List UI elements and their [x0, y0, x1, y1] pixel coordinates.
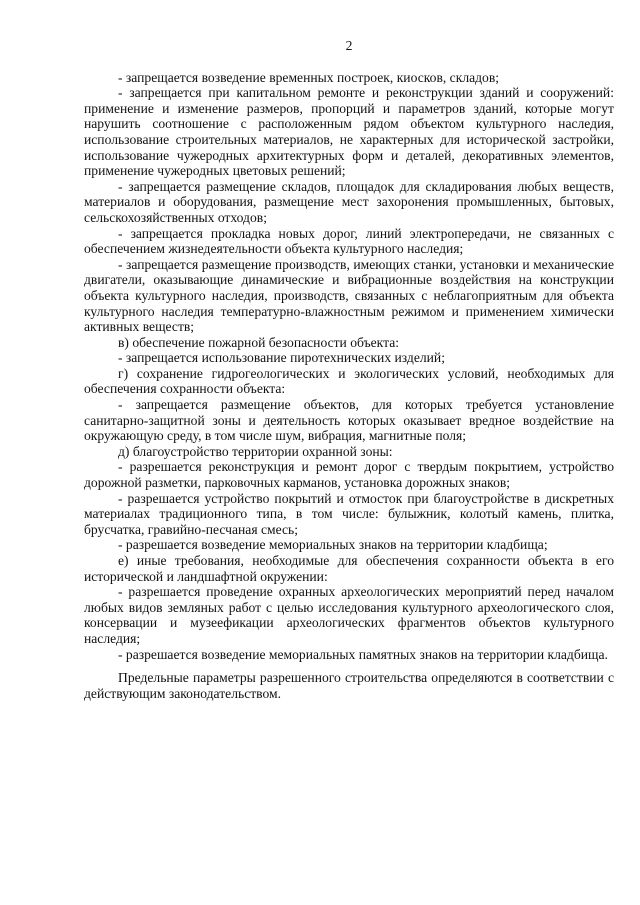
paragraph: - разрешается реконструкция и ремонт дорог с твердым покрытием, устройство дорожной разметки, парковочных карманов, установка дорожных знаков; [84, 459, 614, 491]
paragraph: - запрещается размещение объектов, для которых требуется установление санитарно-защитной зоны и деятельность которых оказывает вредное воздействие на окружающую среду, в том числе шум, вибрация, магнитные поля; [84, 397, 614, 444]
paragraph: - запрещается при капитальном ремонте и реконструкции зданий и сооружений: применение и изменение размеров, пропорций и параметров зданий, которые могут нарушить соотношение с расположенным рядом объектом культурного наследия, использование строительных материалов, не характерных для исторической застройки, использование чужеродных архитектурных форм и деталей, декоративных элементов, применение чужеродных цветовых решений; [84, 85, 614, 179]
paragraph: - разрешается возведение мемориальных памятных знаков на территории кладбища. [118, 646, 608, 662]
paragraph: - разрешается устройство покрытий и отмосток при благоустройстве в дискретных материалах традиционного типа, в том числе: булыжник, колотый камень, плитка, брусчатка, гравийно-песчаная смесь; [84, 490, 614, 537]
closing-paragraph: Предельные параметры разрешенного строительства определяются в соответствии с действующим законодательством. [84, 670, 614, 701]
paragraph: - запрещается возведение временных построек, киосков, складов; [118, 69, 500, 85]
document-page [84, 38, 614, 701]
paragraph: - запрещается использование пиротехнических изделий; [118, 350, 445, 366]
section-heading: г) сохранение гидрогеологических и экологических условий, необходимых для обеспечения сохранности объекта: [84, 365, 614, 397]
paragraph: - разрешается проведение охранных археологических мероприятий перед началом любых видов земляных работ с целью исследования культурного археологического слоя, консервации и музеефикации археологических фрагментов объектов культурного наследия; [84, 584, 614, 646]
section-heading: е) иные требования, необходимые для обеспечения сохранности объекта в его исторической и ландшафтной окружении: [84, 553, 614, 584]
section-heading: в) обеспечение пожарной безопасности объекта: [118, 334, 400, 350]
paragraph: - разрешается возведение мемориальных знаков на территории кладбища; [118, 537, 548, 553]
paragraph: - запрещается прокладка новых дорог, линий электропередачи, не связанных с обеспечением жизнедеятельности объекта культурного наследия; [84, 225, 614, 257]
page-number: 2 [345, 38, 353, 53]
paragraph: - запрещается размещение складов, площадок для складирования любых веществ, материалов и оборудования, размещение мест захоронения промышленных, бытовых, сельскохозяйственных отходов; [84, 178, 614, 225]
section-heading: д) благоустройство территории охранной зоны: [118, 443, 393, 459]
paragraph: - запрещается размещение производств, имеющих станки, установки и механические двигатели, оказывающие динамические и вибрационные воздействия на конструкции объекта культурного наследия, производств, связанных с неблагоприятным для объекта культурного наследия температурно-влажностным режимом и применением химически активных веществ; [84, 256, 614, 335]
